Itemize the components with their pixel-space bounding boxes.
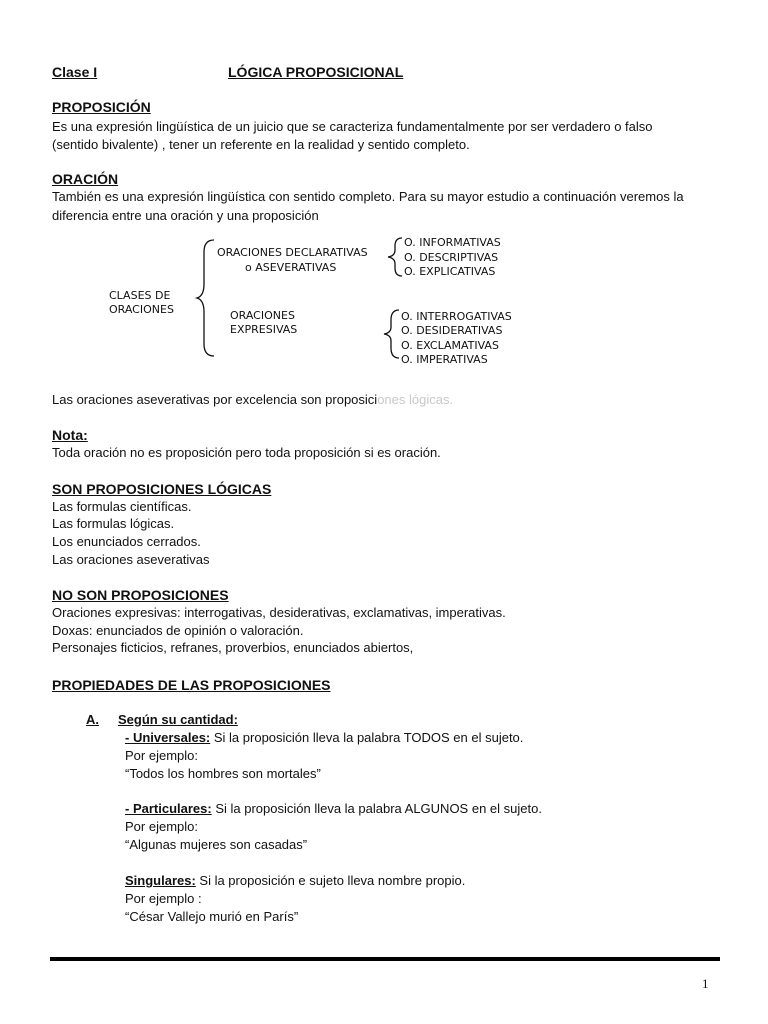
particulares-label: - Particulares:	[125, 801, 212, 816]
branch-declarativas-line-2: o ASEVERATIVAS	[245, 261, 337, 274]
branch-expresivas-line-2: EXPRESIVAS	[230, 323, 298, 336]
no-son-item: Personajes ficticios, refranes, proverbios, enunciados abiertos,	[52, 640, 414, 655]
footer-rule	[50, 957, 720, 961]
universales-line	[125, 730, 523, 745]
diagram-root-line-1: CLASES DE	[109, 289, 171, 302]
proposicion-line-1: Es una expresión lingüística de un juicio que se caracteriza fundamentalmente por ser verdadero o falso	[52, 119, 653, 134]
universales-text: Si la proposición lleva la palabra TODOS en el sujeto.	[210, 730, 524, 745]
son-item: Los enunciados cerrados.	[52, 534, 201, 549]
nota-heading: Nota:	[52, 427, 88, 443]
page-number: 1	[702, 976, 709, 991]
propiedades-heading: PROPIEDADES DE LAS PROPOSICIONES	[52, 677, 331, 693]
declarativas-item: O. EXPLICATIVAS	[404, 265, 496, 278]
universales-example: “Todos los hombres son mortales”	[125, 766, 321, 781]
singulares-line	[125, 873, 465, 888]
oracion-heading: ORACIÓN	[52, 171, 119, 187]
son-item: Las formulas lógicas.	[52, 516, 175, 531]
branch-expresivas-line-1: ORACIONES	[230, 309, 295, 322]
particulares-example: “Algunas mujeres son casadas”	[125, 837, 308, 852]
document-title: LÓGICA PROPOSICIONAL	[228, 64, 404, 80]
expresivas-item: O. DESIDERATIVAS	[401, 324, 503, 337]
expresivas-item: O. EXCLAMATIVAS	[401, 339, 499, 352]
no-son-heading: NO SON PROPOSICIONES	[52, 587, 229, 603]
singulares-label: Singulares:	[125, 873, 196, 888]
son-item: Las oraciones aseverativas	[52, 552, 210, 567]
singulares-example-label: Por ejemplo :	[125, 891, 202, 906]
proposicion-line-2: (sentido bivalente) , tener un referente en la realidad y sentido completo.	[52, 137, 470, 152]
proposicion-heading: PROPOSICIÓN	[52, 99, 151, 115]
branch-declarativas-line-1: ORACIONES DECLARATIVAS	[217, 246, 368, 259]
class-label: Clase I	[52, 64, 98, 80]
declarativas-brace	[388, 238, 402, 276]
aseverativas-text: Las oraciones aseverativas por excelencia son proposici	[52, 392, 378, 407]
son-item: Las formulas científicas.	[52, 499, 192, 514]
cantidad-heading: Según su cantidad:	[118, 712, 238, 727]
no-son-item: Doxas: enunciados de opinión o valoración.	[52, 623, 304, 638]
no-son-item: Oraciones expresivas: interrogativas, desiderativas, exclamativas, imperativas.	[52, 605, 506, 620]
singulares-example: “César Vallejo murió en París”	[125, 909, 299, 924]
declarativas-item: O. DESCRIPTIVAS	[404, 251, 499, 264]
declarativas-item: O. INFORMATIVAS	[404, 236, 501, 249]
particulares-example-label: Por ejemplo:	[125, 819, 198, 834]
particulares-text: Si la proposición lleva la palabra ALGUNOS en el sujeto.	[211, 801, 542, 816]
universales-example-label: Por ejemplo:	[125, 748, 198, 763]
son-proposiciones-heading: SON PROPOSICIONES LÓGICAS	[52, 481, 272, 497]
diagram-braces	[0, 0, 768, 380]
expresivas-brace	[384, 310, 399, 358]
nota-line: Toda oración no es proposición pero toda proposición si es oración.	[52, 445, 441, 460]
aseverativas-faded-text: ones lógicas.	[377, 392, 454, 407]
diagram-root-line-2: ORACIONES	[109, 303, 174, 316]
aseverativas-line	[52, 392, 453, 407]
oracion-line-2: diferencia entre una oración y una proposición	[52, 208, 319, 223]
particulares-line	[125, 801, 542, 816]
singulares-text: Si la proposición e sujeto lleva nombre propio.	[195, 873, 466, 888]
main-brace	[197, 240, 214, 356]
expresivas-item: O. INTERROGATIVAS	[401, 310, 512, 323]
oracion-line-1: También es una expresión lingüística con sentido completo. Para su mayor estudio a continuación veremos la	[52, 189, 684, 204]
universales-label: - Universales:	[125, 730, 211, 745]
expresivas-item: O. IMPERATIVAS	[401, 353, 488, 366]
subsection-letter: A.	[86, 712, 99, 727]
